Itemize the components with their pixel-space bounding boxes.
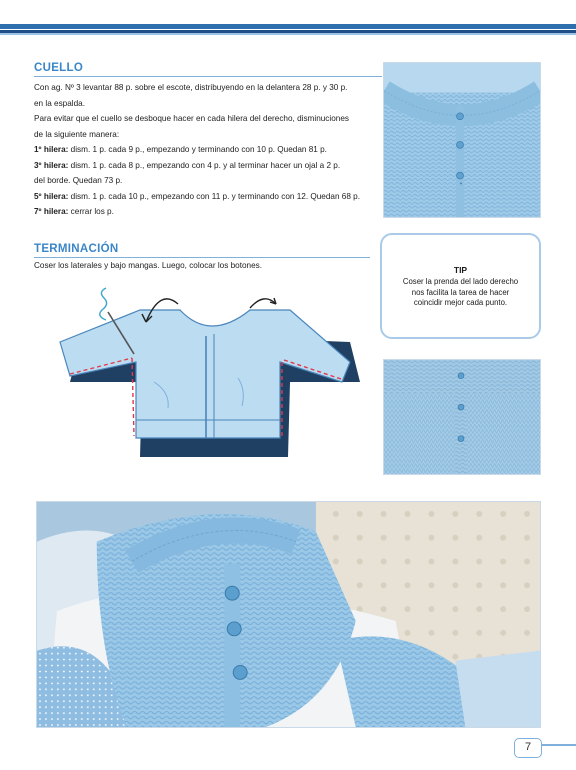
row-text: cerrar los p. — [68, 207, 114, 216]
jacket-illustration — [50, 282, 370, 464]
row-label: 5º hilera: — [34, 191, 69, 201]
cardigan-photo — [36, 501, 541, 728]
header-band-stripe — [0, 33, 576, 35]
cuello-line: Con ag. Nº 3 levantar 88 p. sobre el escote, distribuyendo en la delantera 28 p. y 30 p. — [34, 83, 348, 92]
page-number-tab — [542, 744, 576, 746]
row-text: dism. 1 p. cada 10 p., empezando con 11 p. y terminando con 12. Quedan 68 p. — [68, 191, 360, 201]
button-band-photo — [383, 359, 541, 475]
cuello-line: en la espalda. — [34, 98, 85, 108]
row-label: 7º hilera: — [34, 207, 69, 216]
tip-box — [380, 233, 541, 339]
row-label: 3º hilera: — [34, 160, 69, 170]
terminacion-text: Coser los laterales y bajo mangas. Luego, colocar los botones. — [34, 261, 263, 270]
header-band-stripe — [0, 24, 576, 29]
page-number: 7 — [514, 738, 542, 758]
row-text: dism. 1 p. cada 9 p., empezando y terminando con 10 p. Quedan 81 p. — [68, 145, 327, 154]
tip-line: Coser la prenda del lado derecho — [402, 277, 519, 286]
header-band — [0, 0, 576, 36]
cuello-instructions — [34, 80, 374, 220]
collar-photo — [383, 62, 541, 218]
tip-title: TIP — [453, 265, 468, 275]
cuello-row-5 — [34, 189, 374, 205]
cuello-line: de la siguiente manera: — [34, 129, 120, 139]
cuello-row-3 — [34, 158, 374, 174]
cuello-row-1 — [34, 142, 374, 158]
cuello-line: Para evitar que el cuello se desboque hacer en cada hilera del derecho, disminuciones — [34, 114, 349, 123]
cuello-rule — [34, 76, 382, 77]
tip-line: coincidir mejor cada punto. — [413, 298, 508, 308]
terminacion-title: TERMINACIÓN — [34, 243, 119, 255]
cuello-line: del borde. Quedan 73 p. — [34, 176, 123, 185]
row-text: dism. 1 p. cada 8 p., empezando con 4 p. y al terminar hacer un ojal a 2 p. — [68, 160, 341, 170]
tip-line: nos facilita la tarea de hacer — [411, 287, 510, 297]
cuello-row-7 — [34, 204, 374, 220]
cuello-title: CUELLO — [34, 62, 84, 74]
row-label: 1º hilera: — [34, 145, 69, 154]
